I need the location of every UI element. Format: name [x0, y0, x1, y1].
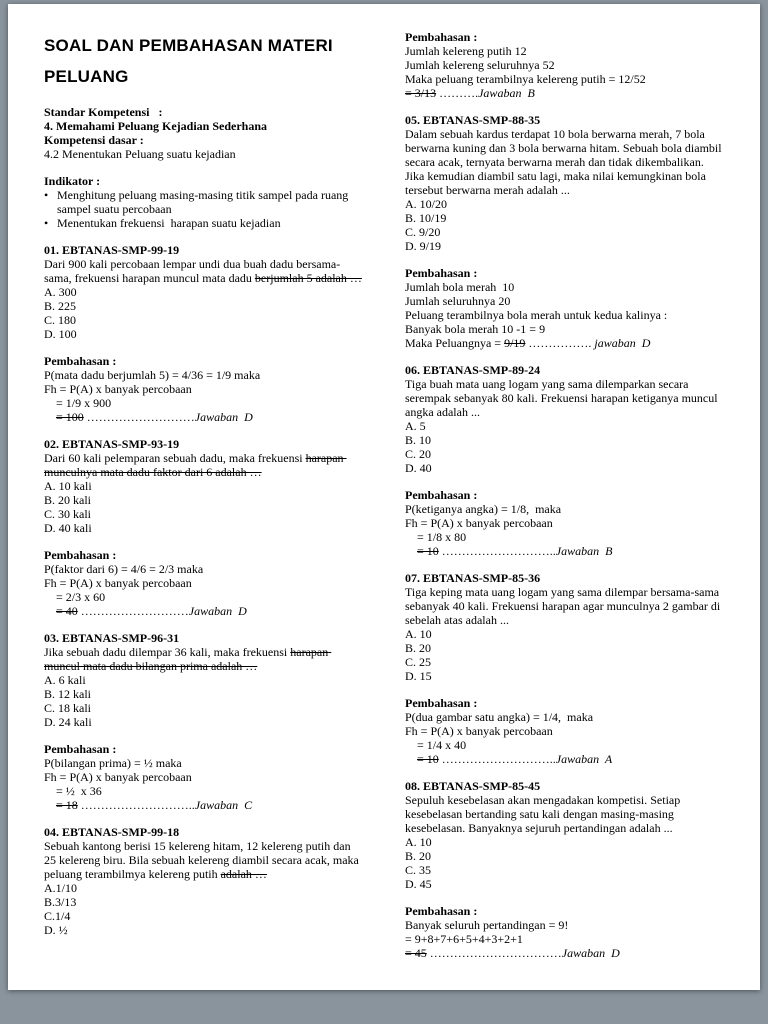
text-run: = 10: [417, 544, 439, 558]
options-list: [44, 479, 365, 535]
spacer: [405, 891, 726, 904]
paragraph: [44, 451, 365, 479]
text-run: = ½ x 36: [44, 784, 102, 798]
text-run: jawaban D: [594, 336, 651, 350]
solution-line: [405, 294, 726, 308]
section-heading: Pembahasan :: [44, 742, 117, 756]
solution-line: [44, 604, 365, 618]
text-run: …………….: [525, 336, 595, 350]
text-run: ………………………: [83, 410, 195, 424]
text-run: Fh = P(A) x banyak percobaan: [405, 724, 553, 738]
solution-line: [44, 756, 365, 770]
spacer: [44, 618, 365, 631]
solution-line: [44, 576, 365, 590]
text-run: ………………………..: [77, 798, 195, 812]
answer-option: D. 40 kali: [44, 521, 92, 535]
solution-line: [405, 72, 726, 86]
text-run: Jawaban A: [555, 752, 613, 766]
answer-option: A. 10: [405, 835, 432, 849]
options-list: [405, 835, 726, 891]
solution-line: [405, 44, 726, 58]
answer-option: B. 20: [405, 849, 432, 863]
solution-line: [405, 530, 726, 544]
options-list: [44, 673, 365, 729]
answer-option: A. 6 kali: [44, 673, 86, 687]
section-heading: Pembahasan :: [405, 266, 478, 280]
section-heading: Pembahasan :: [405, 904, 478, 918]
text-run: P(faktor dari 6) = 4/6 = 2/3 maka: [44, 562, 204, 576]
solution-line: [44, 368, 365, 382]
text-run: Jumlah kelereng putih 12: [405, 44, 527, 58]
bullet-list: [44, 188, 365, 230]
solution-line: [44, 410, 365, 424]
text-run: Jawaban B: [555, 544, 613, 558]
text-run: P(bilangan prima) = ½ maka: [44, 756, 182, 770]
text-run: Sepuluh kesebelasan akan mengadakan kompetisi. Setiap kesebelasan bertanding satu kali dengan masing-masing kesebelasan. Banyaknya sejuruh pertandingan adalah ...: [405, 793, 684, 835]
text-run: Dari 900 kali percobaan lempar undi dua buah dadu bersama-sama, frekuensi harapan muncul mata dadu: [44, 257, 341, 285]
options-list: [405, 419, 726, 475]
text-run: ………………………: [77, 604, 189, 618]
solution-line: [405, 710, 726, 724]
spacer: [405, 558, 726, 571]
text-run: P(mata dadu berjumlah 5) = 4/36 = 1/9 maka: [44, 368, 261, 382]
solution-line: [405, 918, 726, 932]
answer-option: B. 10: [405, 433, 432, 447]
paragraph: [44, 839, 365, 881]
section-heading: Pembahasan :: [405, 488, 478, 502]
section-heading: Kompetensi dasar :: [44, 133, 144, 147]
text-run: [44, 604, 56, 618]
spacer: [405, 475, 726, 488]
document-page: [8, 4, 760, 990]
text-run: 9/19: [504, 336, 526, 350]
section-heading: Pembahasan :: [44, 354, 117, 368]
answer-option: A.1/10: [44, 881, 77, 895]
solution-line: [405, 322, 726, 336]
answer-option: C. 18 kali: [44, 701, 91, 715]
solution-line: [405, 752, 726, 766]
answer-option: A. 5: [405, 419, 426, 433]
text-run: Tiga buah mata uang logam yang sama dilemparkan secara serempak sebanyak 80 kali. Frekuensi harapan ketiganya muncul angka adalah ...: [405, 377, 721, 419]
text-run: = 9+8+7+6+5+4+3+2+1: [405, 932, 523, 946]
paragraph: [405, 793, 726, 835]
answer-option: D. 9/19: [405, 239, 441, 253]
solution-line: [405, 932, 726, 946]
solution-line: [44, 396, 365, 410]
section-heading: 01. EBTANAS-SMP-99-19: [44, 243, 180, 257]
text-run: [44, 410, 56, 424]
text-run: Jawaban B: [478, 86, 535, 100]
options-list: [405, 627, 726, 683]
answer-option: D. 45: [405, 877, 432, 891]
text-run: Jika sebuah dadu dilempar 36 kali, maka frekuensi: [44, 645, 291, 659]
text-run: Maka peluang terambilnya kelereng putih = 12/52: [405, 72, 646, 86]
text-run: Tiga keping mata uang logam yang sama dilempar bersama-sama sebanyak 40 kali. Frekuensi harapan agar munculnya 2 gambar di sebelah atas adalah ...: [405, 585, 724, 627]
text-run: [405, 544, 417, 558]
solution-line: [405, 308, 726, 322]
solution-line: [405, 58, 726, 72]
solution-line: [44, 770, 365, 784]
bullet-text: Menghitung peluang masing-masing titik sampel pada ruang sampel suatu percobaan: [57, 188, 352, 216]
spacer: [405, 683, 726, 696]
document-title-line: SOAL DAN PEMBAHASAN MATERI: [44, 36, 333, 55]
solution-block: [405, 44, 726, 100]
solution-line: [405, 738, 726, 752]
text-run: Banyak bola merah 10 -1 = 9: [405, 322, 546, 336]
section-heading: 05. EBTANAS-SMP-88-35: [405, 113, 541, 127]
spacer: [405, 100, 726, 113]
text-run: Jumlah kelereng seluruhnya 52: [405, 58, 555, 72]
section-heading: 4. Memahami Peluang Kejadian Sederhana: [44, 119, 268, 133]
bullet-icon: •: [44, 188, 49, 202]
paragraph: [44, 645, 365, 673]
answer-option: C. 9/20: [405, 225, 441, 239]
text-run: ……….: [436, 86, 479, 100]
text-run: Jawaban D: [561, 946, 620, 960]
spacer: [44, 729, 365, 742]
spacer: [44, 535, 365, 548]
text-run: = 1/9 x 900: [44, 396, 112, 410]
section-heading: 02. EBTANAS-SMP-93-19: [44, 437, 180, 451]
text-run: = 1/4 x 40: [405, 738, 467, 752]
answer-option: D. 100: [44, 327, 77, 341]
text-run: ……………………………: [426, 946, 562, 960]
text-run: adalah …: [220, 867, 267, 881]
text-run: Jumlah bola merah 10: [405, 280, 515, 294]
solution-block: [405, 502, 726, 558]
text-run: Maka Peluangnya =: [405, 336, 505, 350]
options-list: [405, 197, 726, 253]
section-heading: 06. EBTANAS-SMP-89-24: [405, 363, 541, 377]
paragraph: [405, 585, 726, 627]
section-heading: 04. EBTANAS-SMP-99-18: [44, 825, 180, 839]
text-run: = 100: [56, 410, 84, 424]
text-run: 4.2 Menentukan Peluang suatu kejadian: [44, 147, 236, 161]
paragraph: [44, 257, 365, 285]
answer-option: C. 20: [405, 447, 432, 461]
answer-option: A. 10: [405, 627, 432, 641]
solution-line: [44, 562, 365, 576]
text-run: = 3/13: [405, 86, 437, 100]
answer-option: C. 30 kali: [44, 507, 91, 521]
text-run: Fh = P(A) x banyak percobaan: [405, 516, 553, 530]
text-run: Jawaban D: [188, 604, 247, 618]
bullet-text: Menentukan frekuensi harapan suatu kejadian: [57, 216, 281, 230]
solution-block: [405, 918, 726, 960]
solution-block: [405, 710, 726, 766]
spacer: [44, 161, 365, 174]
text-run: = 2/3 x 60: [44, 590, 106, 604]
answer-option: B. 10/19: [405, 211, 447, 225]
bullet-icon: •: [44, 216, 49, 230]
paragraph: [405, 377, 726, 419]
section-heading: 07. EBTANAS-SMP-85-36: [405, 571, 541, 585]
section-heading: Pembahasan :: [405, 696, 478, 710]
answer-option: C.1/4: [44, 909, 71, 923]
options-list: [44, 285, 365, 341]
right-column: [405, 30, 726, 962]
text-run: Jawaban D: [194, 410, 253, 424]
answer-option: D. 40: [405, 461, 432, 475]
solution-line: [405, 86, 726, 100]
answer-option: D. 24 kali: [44, 715, 92, 729]
text-run: Jawaban C: [194, 798, 253, 812]
text-run: Fh = P(A) x banyak percobaan: [44, 382, 192, 396]
text-run: [405, 752, 417, 766]
solution-line: [44, 590, 365, 604]
options-list: [44, 881, 365, 937]
answer-option: B. 12 kali: [44, 687, 91, 701]
spacer: [44, 812, 365, 825]
solution-line: [405, 516, 726, 530]
text-run: Jumlah seluruhnya 20: [405, 294, 511, 308]
solution-line: [44, 798, 365, 812]
solution-line: [405, 724, 726, 738]
answer-option: D. 15: [405, 669, 432, 683]
solution-line: [405, 280, 726, 294]
text-run: = 45: [405, 946, 427, 960]
text-run: = 1/8 x 80: [405, 530, 467, 544]
solution-block: [44, 756, 365, 812]
solution-line: [405, 946, 726, 960]
left-column: [44, 30, 365, 962]
answer-option: C. 35: [405, 863, 432, 877]
spacer: [44, 424, 365, 437]
text-run: P(ketiganya angka) = 1/8, maka: [405, 502, 562, 516]
text-run: Banyak seluruh pertandingan = 9!: [405, 918, 569, 932]
text-run: Dari 60 kali pelemparan sebuah dadu, maka frekuensi: [44, 451, 306, 465]
section-heading: Pembahasan :: [405, 30, 478, 44]
text-run: Fh = P(A) x banyak percobaan: [44, 770, 192, 784]
answer-option: C. 25: [405, 655, 432, 669]
answer-option: A. 10/20: [405, 197, 447, 211]
paragraph: [44, 147, 365, 161]
answer-option: A. 10 kali: [44, 479, 92, 493]
section-heading: Indikator :: [44, 174, 101, 188]
text-run: = 10: [417, 752, 439, 766]
solution-block: [405, 280, 726, 350]
text-run: harapan munculnya mata dadu faktor dari 6 adalah …: [44, 451, 347, 479]
text-run: [44, 798, 56, 812]
spacer: [44, 230, 365, 243]
text-run: berjumlah 5 adalah …: [254, 271, 362, 285]
solution-line: [44, 784, 365, 798]
section-heading: Pembahasan :: [44, 548, 117, 562]
text-run: = 18: [56, 798, 78, 812]
bullet-item: [44, 216, 365, 230]
text-run: P(dua gambar satu angka) = 1/4, maka: [405, 710, 594, 724]
document-title: [44, 30, 365, 92]
text-run: harapan muncul mata dadu bilangan prima adalah …: [44, 645, 332, 673]
bullet-item: [44, 188, 365, 216]
text-run: Sebuah kantong berisi 15 kelereng hitam, 12 kelereng putih dan 25 kelereng biru. Bila sebuah kelereng diambil secara acak, maka peluang terambilmya kelereng putih: [44, 839, 362, 881]
answer-option: A. 300: [44, 285, 77, 299]
section-heading: Standar Kompetensi :: [44, 105, 163, 119]
spacer: [44, 341, 365, 354]
answer-option: B. 20: [405, 641, 432, 655]
text-run: = 40: [56, 604, 78, 618]
document-title-line: PELUANG: [44, 67, 129, 86]
spacer: [405, 350, 726, 363]
solution-block: [44, 562, 365, 618]
text-run: ………………………..: [438, 752, 556, 766]
solution-line: [405, 502, 726, 516]
answer-option: D. ½: [44, 923, 68, 937]
text-run: Dalam sebuah kardus terdapat 10 bola berwarna merah, 7 bola berwarna kuning dan 3 bola berwarna hitam. Sebuah bola diambil secara acak, ternyata berwarna merah dan tidak dikembalikan. Jika kemudian diambil satu lagi, maka nilai kemungkinan bola tersebut berwarna merah adalah ...: [405, 127, 725, 197]
section-heading: 08. EBTANAS-SMP-85-45: [405, 779, 541, 793]
paragraph: [405, 127, 726, 197]
text-run: Fh = P(A) x banyak percobaan: [44, 576, 192, 590]
text-run: Peluang terambilnya bola merah untuk kedua kalinya :: [405, 308, 668, 322]
solution-line: [405, 544, 726, 558]
answer-option: C. 180: [44, 313, 77, 327]
answer-option: B.3/13: [44, 895, 77, 909]
solution-block: [44, 368, 365, 424]
solution-line: [405, 336, 726, 350]
spacer: [44, 92, 365, 105]
text-run: ………………………..: [438, 544, 556, 558]
answer-option: B. 20 kali: [44, 493, 91, 507]
solution-line: [44, 382, 365, 396]
spacer: [405, 253, 726, 266]
spacer: [405, 766, 726, 779]
section-heading: 03. EBTANAS-SMP-96-31: [44, 631, 180, 645]
answer-option: B. 225: [44, 299, 77, 313]
